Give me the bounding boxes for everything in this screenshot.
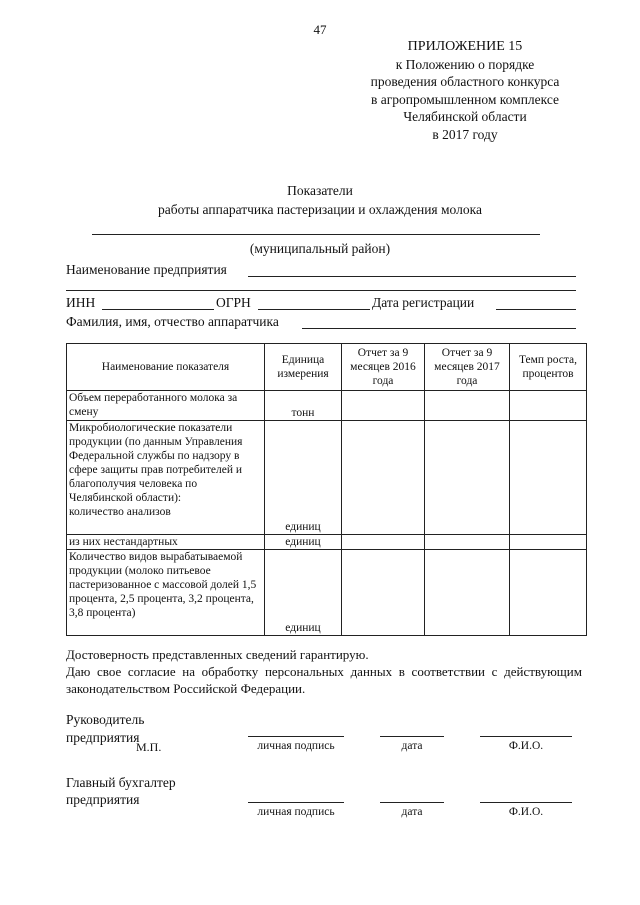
cell-2016[interactable] <box>342 391 425 421</box>
cell-growth[interactable] <box>510 391 587 421</box>
guarantee-text: Достоверность представленных сведений гарантирую. <box>66 647 369 662</box>
header-indicator-name: Наименование показателя <box>67 344 265 391</box>
cell-2017[interactable] <box>425 550 510 636</box>
enterprise-field-continuation[interactable] <box>66 290 576 291</box>
registration-date-field[interactable] <box>496 309 576 310</box>
appendix-block <box>330 38 600 143</box>
cell-2016[interactable] <box>342 550 425 636</box>
row-unit: тонн <box>265 391 342 421</box>
page-number: 47 <box>313 22 327 37</box>
appendix-line: к Положению о порядке <box>395 56 535 72</box>
head-date-line[interactable] <box>380 736 444 737</box>
signature-caption: личная подпись <box>257 740 335 752</box>
header-unit: Единица измерения <box>265 344 342 391</box>
document-title: Показатели <box>287 183 353 198</box>
cell-2017[interactable] <box>425 391 510 421</box>
date-caption: дата <box>401 806 423 818</box>
cell-2017[interactable] <box>425 421 510 535</box>
accountant-name-line[interactable] <box>480 802 572 803</box>
accountant-label-enterprise: предприятия <box>66 792 140 807</box>
accountant-signature-line[interactable] <box>248 802 344 803</box>
name-caption: Ф.И.О. <box>508 740 544 752</box>
indicators-table <box>66 343 587 636</box>
cell-growth[interactable] <box>510 421 587 535</box>
table-row <box>67 421 587 535</box>
enterprise-label: Наименование предприятия <box>66 262 227 277</box>
row-name: из них нестандартных <box>67 535 265 550</box>
signature-caption: личная подпись <box>257 806 335 818</box>
district-caption: (муниципальный район) <box>249 241 391 256</box>
appendix-line: в агропромышленном комплексе <box>370 91 560 107</box>
header-growth-rate: Темп роста, процентов <box>510 344 587 391</box>
registration-date-label: Дата регистрации <box>372 295 475 310</box>
table-row <box>67 391 587 421</box>
enterprise-field[interactable] <box>248 276 576 277</box>
head-name-line[interactable] <box>480 736 572 737</box>
accountant-date-line[interactable] <box>380 802 444 803</box>
consent-text: Даю свое согласие на обработку персональных данных в соответствии с действующим законодательством Российской Федерации. <box>66 664 582 696</box>
accountant-label: Главный бухгалтер <box>66 775 176 790</box>
row-unit: единиц <box>265 550 342 636</box>
appendix-title: ПРИЛОЖЕНИЕ 15 <box>407 39 523 54</box>
row-name-text: Микробиологические показатели продукции (по данным Управления Федеральной службы по надзору в сфере защиты прав потребителей и благополучия человека по Челябинской области): <box>69 422 243 504</box>
inn-label: ИНН <box>66 295 96 310</box>
table-row <box>67 535 587 550</box>
inn-field[interactable] <box>102 309 214 310</box>
document-subtitle: работы аппаратчика пастеризации и охлаждения молока <box>158 202 482 217</box>
ogrn-field[interactable] <box>258 309 370 310</box>
ogrn-label: ОГРН <box>216 295 251 310</box>
operator-fio-field[interactable] <box>302 328 576 329</box>
table-row <box>67 550 587 636</box>
row-name: Количество видов вырабатываемой продукции (молоко питьевое пастеризованное с массовой долей 1,5 процента, 2,5 процента, 3,2 процента, 3,8 процента) <box>67 550 265 636</box>
date-caption: дата <box>401 740 423 752</box>
header-report-2017: Отчет за 9 месяцев 2017 года <box>425 344 510 391</box>
row-name <box>67 421 265 535</box>
appendix-line: проведения областного конкурса <box>370 74 560 89</box>
stamp-place: М.П. <box>136 740 162 754</box>
row-unit: единиц <box>265 421 342 535</box>
cell-growth[interactable] <box>510 535 587 550</box>
table-header-row <box>67 344 587 391</box>
cell-growth[interactable] <box>510 550 587 636</box>
appendix-line: в 2017 году <box>432 126 498 142</box>
cell-2016[interactable] <box>342 421 425 535</box>
operator-fio-label: Фамилия, имя, отчество аппаратчика <box>66 314 279 329</box>
row-unit: единиц <box>265 535 342 550</box>
name-caption: Ф.И.О. <box>508 806 544 818</box>
head-label-enterprise: предприятия <box>66 730 140 745</box>
head-signature-line[interactable] <box>248 736 344 737</box>
row-name-tail: количество анализов <box>69 506 171 518</box>
district-line <box>92 234 540 235</box>
cell-2016[interactable] <box>342 535 425 550</box>
head-label: Руководитель <box>66 712 145 727</box>
row-name: Объем переработанного молока за смену <box>67 391 265 421</box>
appendix-line: Челябинской области <box>403 109 527 124</box>
cell-2017[interactable] <box>425 535 510 550</box>
header-report-2016: Отчет за 9 месяцев 2016 года <box>342 344 425 391</box>
